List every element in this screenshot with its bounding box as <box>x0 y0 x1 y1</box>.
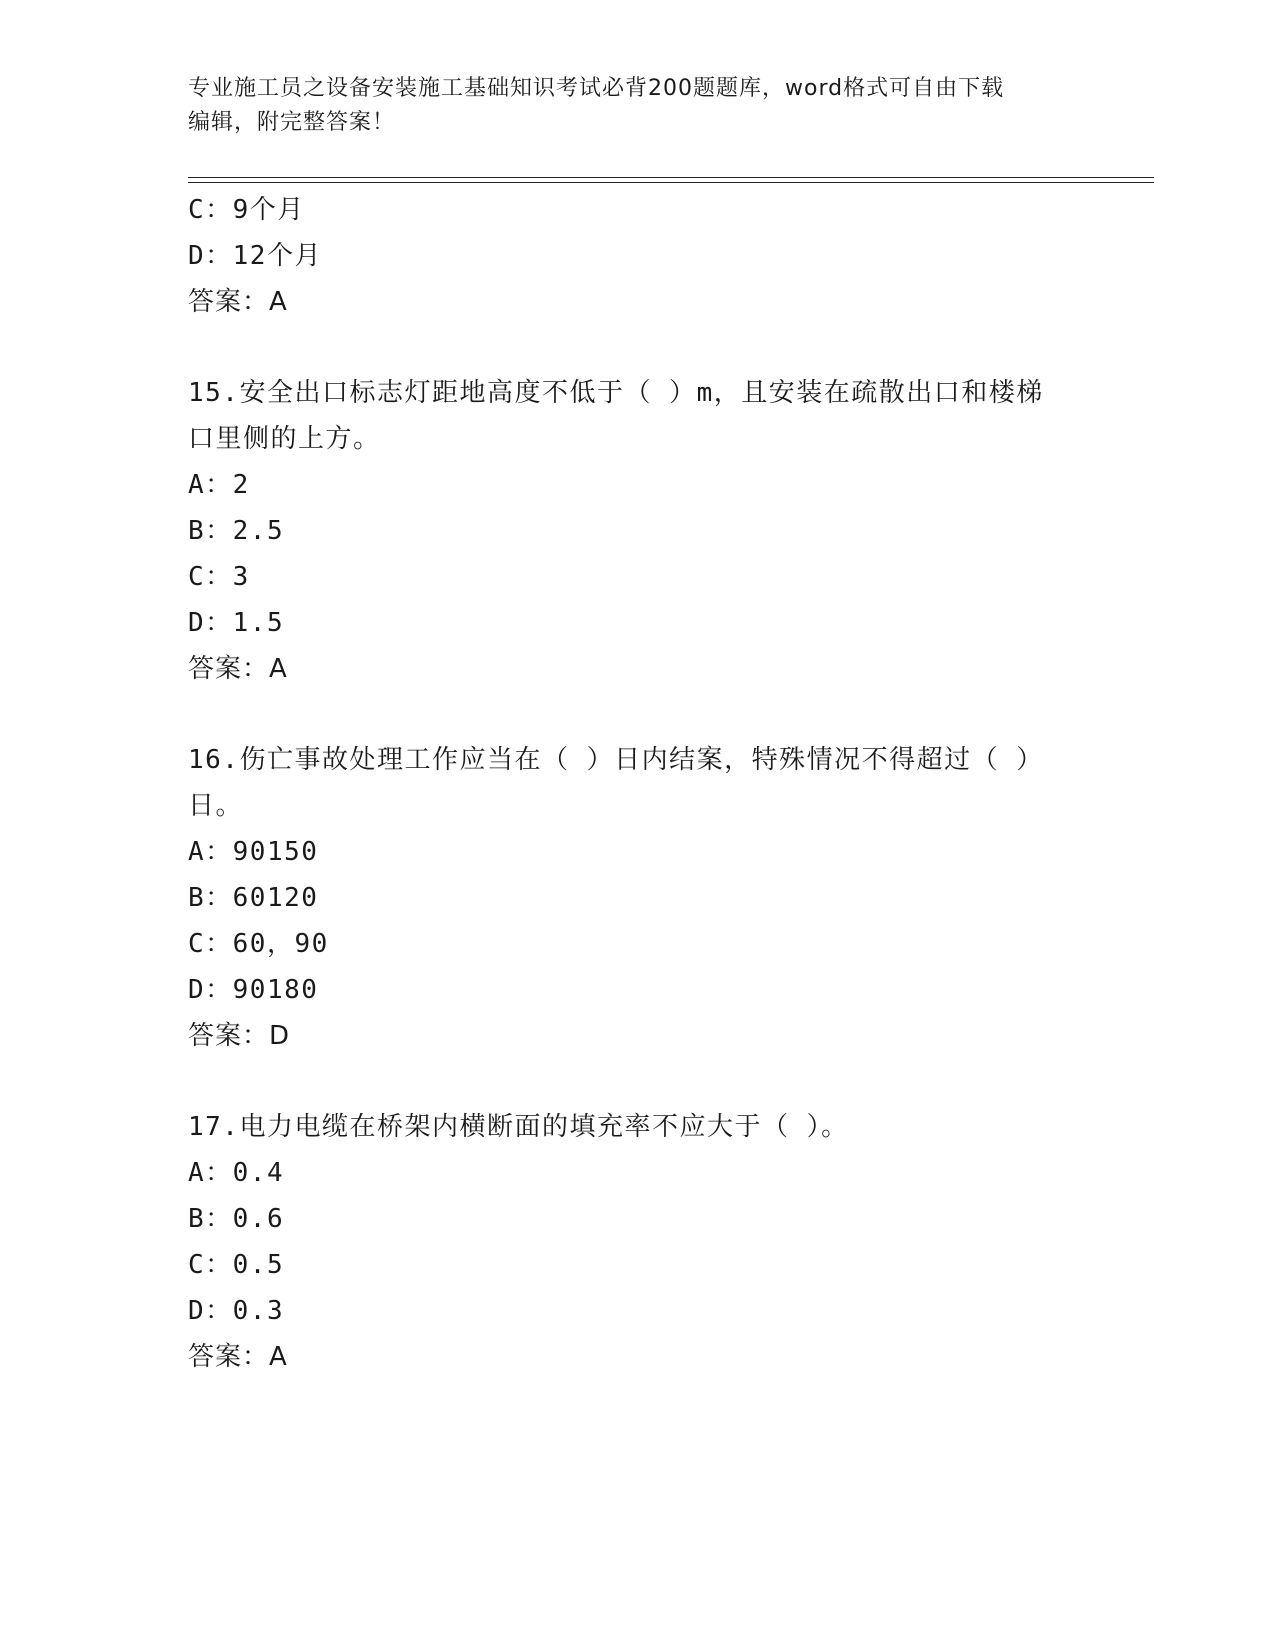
question-text-line-1: 17.电力电缆在桥架内横断面的填充率不应大于（ ）。 <box>188 1112 849 1142</box>
header-line-1: 专业施工员之设备安装施工基础知识考试必背200题题库，word格式可自由下载 <box>188 76 1005 101</box>
option-b: B：0.6 <box>188 1204 285 1234</box>
option-c: C：60，90 <box>188 929 329 959</box>
question-text-line-2: 口里侧的上方。 <box>188 424 381 454</box>
option-a: A：90150 <box>188 837 319 867</box>
document-header <box>188 72 1078 140</box>
document-body <box>188 187 1088 1380</box>
option-c: C：3 <box>188 562 250 592</box>
header-divider-top <box>188 177 1154 178</box>
option-d: D：90180 <box>188 975 319 1005</box>
option-c: C：0.5 <box>188 1250 285 1280</box>
spacer <box>188 692 1088 737</box>
question-text-line-1: 15.安全出口标志灯距地高度不低于（ ）m，且安装在疏散出口和楼梯 <box>188 378 1044 408</box>
question-14-tail <box>188 187 1088 325</box>
spacer <box>188 325 1088 370</box>
question-text-line-1: 16.伤亡事故处理工作应当在（ ）日内结案，特殊情况不得超过（ ） <box>188 745 1044 775</box>
question-17 <box>188 1104 1088 1380</box>
option-b: B：60120 <box>188 883 319 913</box>
answer-line: 答案：A <box>188 654 288 684</box>
answer-line: 答案：A <box>188 1342 288 1372</box>
option-d: D：12个月 <box>188 241 322 271</box>
answer-line: 答案：A <box>188 287 288 317</box>
option-d: D：1.5 <box>188 608 285 638</box>
spacer <box>188 1059 1088 1104</box>
option-a: A：0.4 <box>188 1158 285 1188</box>
option-d: D：0.3 <box>188 1296 285 1326</box>
question-text-line-2: 日。 <box>188 791 244 821</box>
header-divider-bottom <box>188 182 1154 183</box>
answer-line: 答案：D <box>188 1021 291 1051</box>
option-a: A：2 <box>188 470 250 500</box>
option-b: B：2.5 <box>188 516 285 546</box>
question-15 <box>188 370 1088 692</box>
option-c: C：9个月 <box>188 195 305 225</box>
header-line-2: 编辑，附完整答案！ <box>188 110 396 135</box>
question-16 <box>188 737 1088 1059</box>
